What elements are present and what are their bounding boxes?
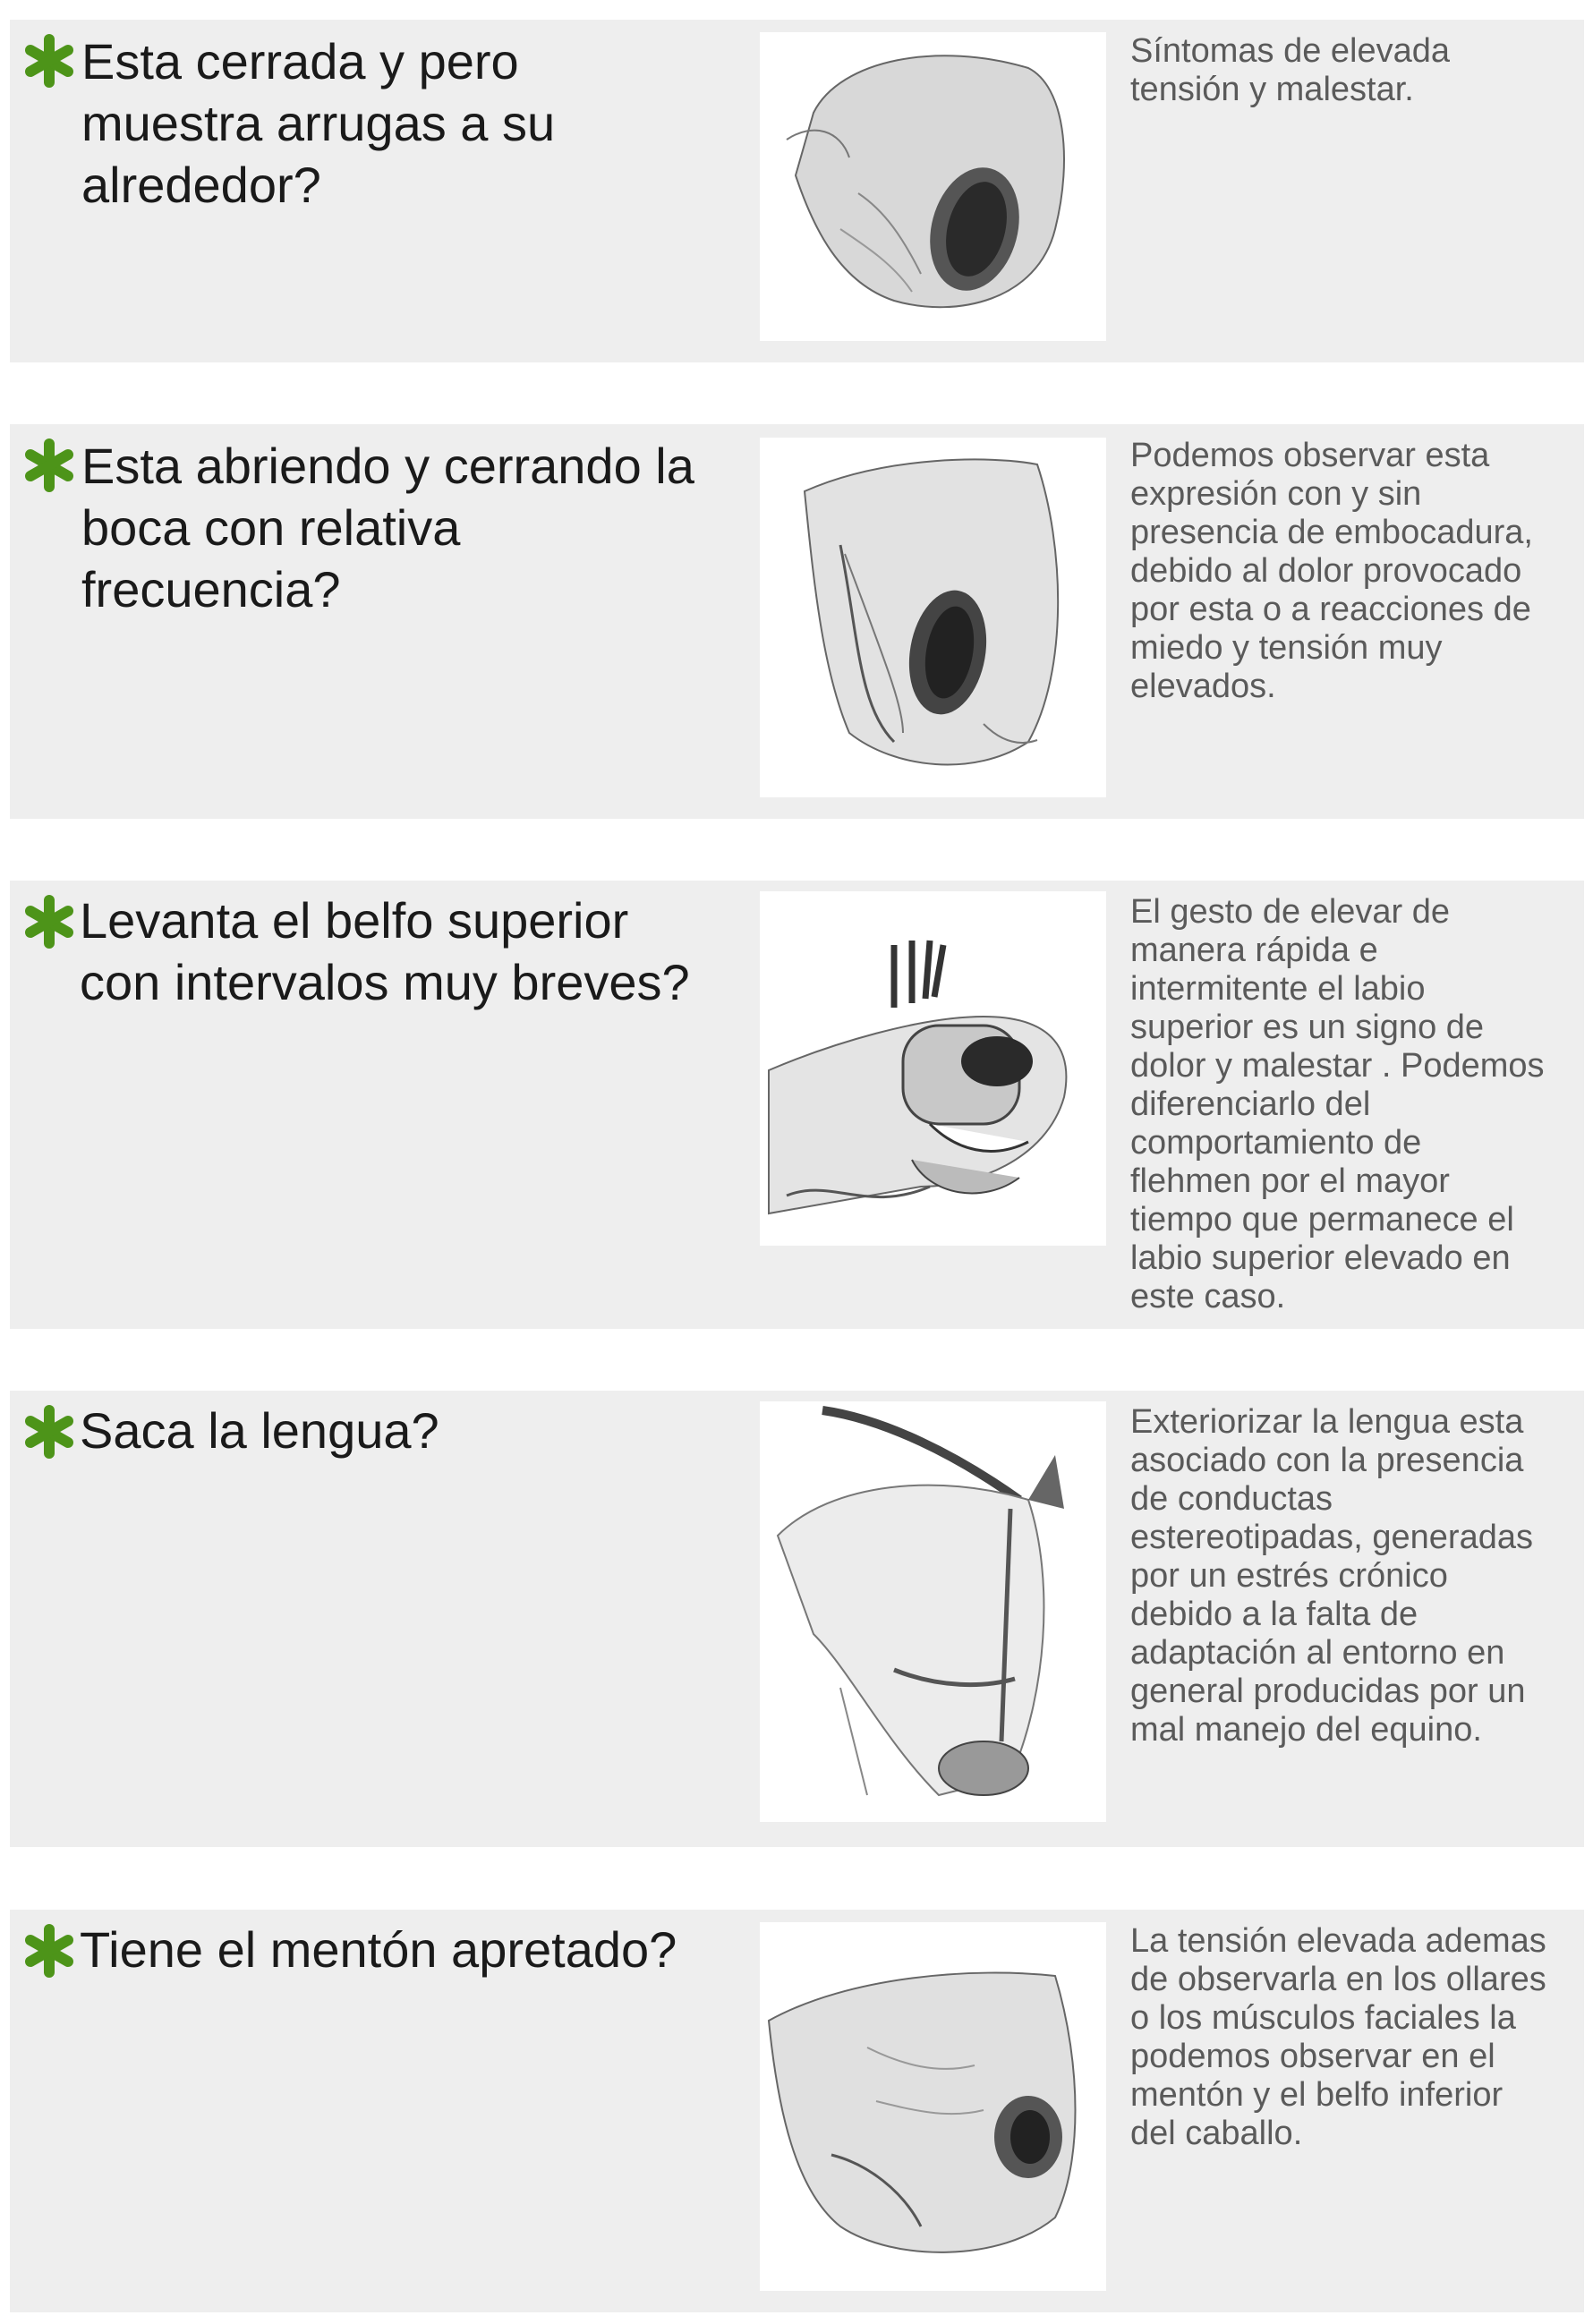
horse-chin-image [760, 1922, 1106, 2291]
sketch-illustration [760, 32, 1106, 341]
question-text: Tiene el mentón apretado? [80, 1921, 677, 1978]
horse-nostril-image [760, 32, 1106, 341]
asterisk-icon [22, 1405, 76, 1459]
horse-tongue-image [760, 1401, 1106, 1822]
question-text: Esta cerrada y pero muestra arrugas a su alrededor? [81, 33, 556, 213]
asterisk-icon [22, 438, 76, 492]
asterisk-icon [22, 34, 76, 88]
sketch-illustration [760, 438, 1106, 797]
description-text: Síntomas de elevada tensión y malestar. [1130, 32, 1451, 108]
description-text: Exteriorizar la lengua esta asociado con la presencia de conductas estereotipadas, generadas por un estrés crónico debido a la falta de adaptación al entorno en general producidas por un mal manejo del equino. [1130, 1403, 1533, 1749]
sketch-illustration [760, 1401, 1106, 1822]
card-item-5 [10, 1910, 1584, 2312]
question-text: Levanta el belfo superior con intervalos muy breves? [80, 892, 690, 1010]
card-item-4 [10, 1391, 1584, 1847]
horse-mouth-image [760, 438, 1106, 797]
description-text: Podemos observar esta expresión con y sin presencia de embocadura, debido al dolor provocado por esta o a reacciones de miedo y tensión muy elevados. [1130, 437, 1533, 705]
card-item-3 [10, 881, 1584, 1329]
horse-lifted-lip-image [760, 891, 1106, 1246]
card-item-1 [10, 20, 1584, 362]
description-text: La tensión elevada ademas de observarla en los ollares o los músculos faciales la podemos observar en el mentón y el belfo inferior del caballo. [1130, 1922, 1546, 2152]
asterisk-icon [22, 1924, 76, 1978]
card-item-2 [10, 424, 1584, 819]
asterisk-icon [22, 895, 76, 949]
question-text: Saca la lengua? [80, 1402, 439, 1459]
sketch-illustration [760, 1922, 1106, 2291]
question-text: Esta abriendo y cerrando la boca con relativa frecuencia? [81, 438, 694, 617]
description-text: El gesto de elevar de manera rápida e intermitente el labio superior es un signo de dolor y malestar . Podemos diferenciarlo del comportamiento de flehmen por el mayor tiempo que permanece el labio superior elevado en este caso. [1130, 893, 1545, 1315]
sketch-illustration [760, 891, 1106, 1246]
